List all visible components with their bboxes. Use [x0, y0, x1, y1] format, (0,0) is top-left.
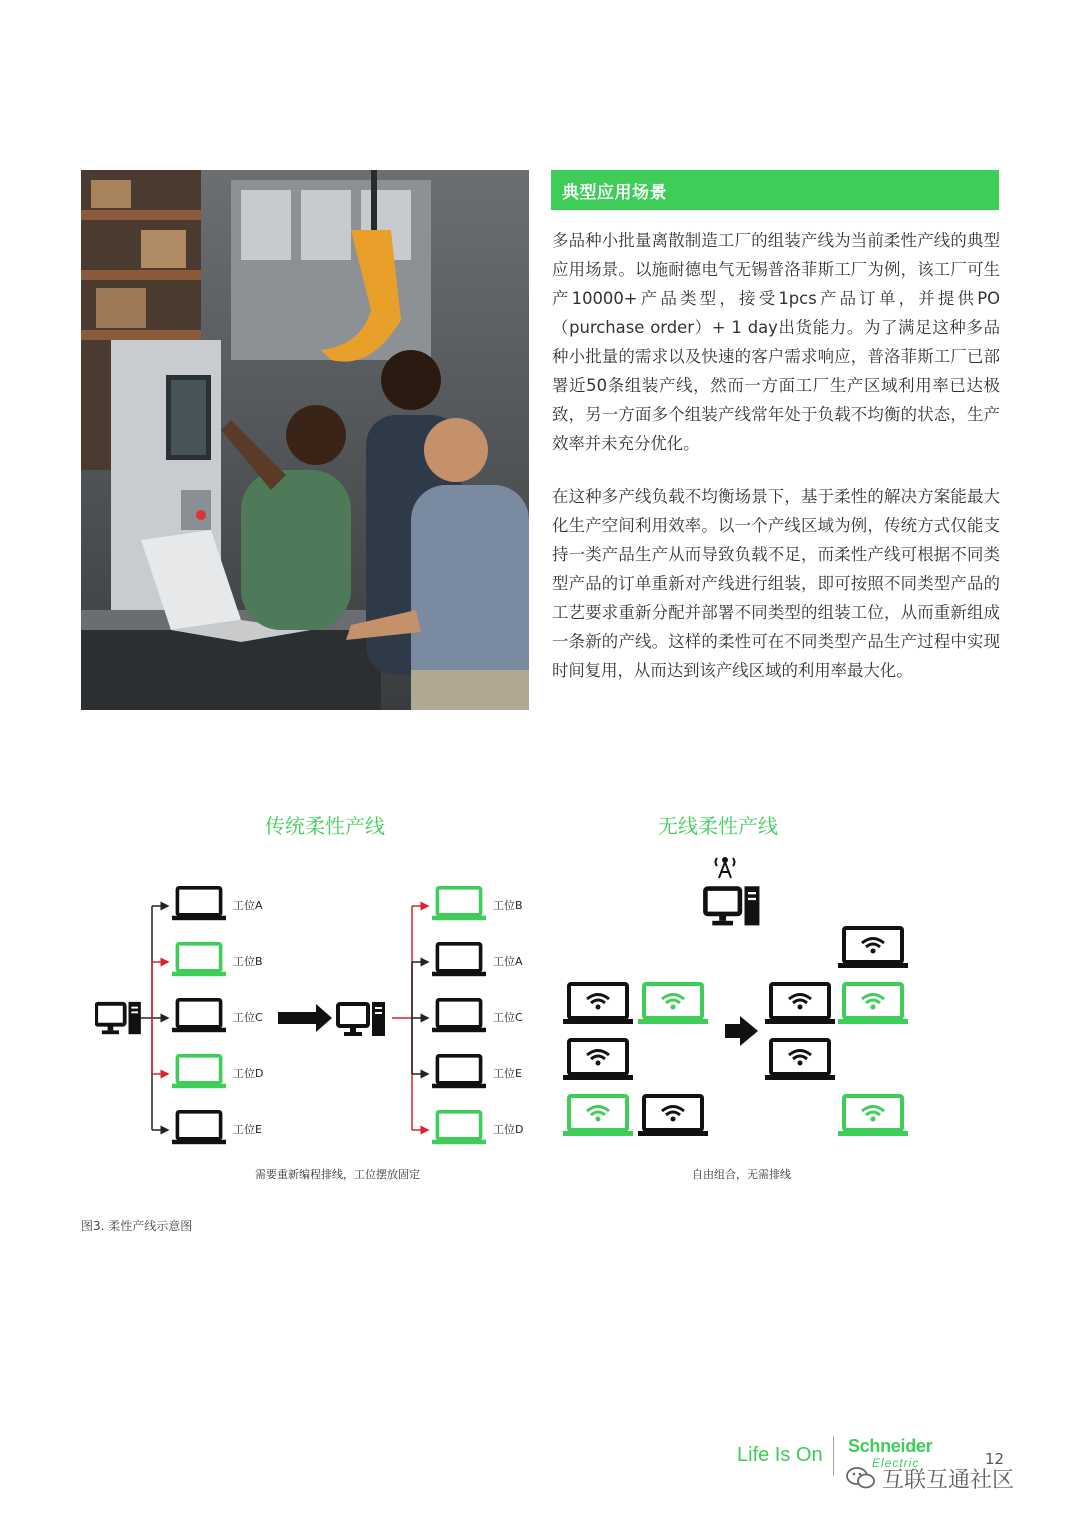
- traditional-before-labels: [233, 899, 263, 1136]
- traditional-before: [96, 888, 226, 1144]
- station-label: 工位B: [233, 955, 263, 968]
- station-label: 工位D: [233, 1067, 264, 1080]
- station-label: 工位B: [493, 899, 523, 912]
- station-label: 工位A: [233, 899, 263, 912]
- brand-name: Schneider: [848, 1436, 933, 1456]
- figure-right-title: 无线柔性产线: [658, 814, 778, 838]
- wechat-icon: [846, 1466, 876, 1490]
- watermark: [846, 1463, 1014, 1493]
- left-diagram-caption: 需要重新编程排线，工位摆放固定: [255, 1168, 420, 1181]
- transition-arrow-right: [725, 1016, 758, 1046]
- page-number: 12: [985, 1450, 1005, 1468]
- station-label: 工位E: [233, 1123, 262, 1136]
- station-label: 工位C: [233, 1011, 263, 1024]
- traditional-after-labels: [493, 899, 523, 1136]
- flexible-line-diagram: [80, 840, 940, 1160]
- section-heading: 典型应用场景: [562, 182, 667, 203]
- transition-arrow-left: [278, 1004, 332, 1032]
- station-label: 工位A: [493, 955, 523, 968]
- watermark-text: 互联互通社区: [882, 1467, 1015, 1493]
- traditional-after: [338, 888, 486, 1144]
- right-diagram-caption: 自由组合，无需排线: [692, 1168, 791, 1181]
- factory-photo: [81, 170, 529, 710]
- antenna-icon: [716, 858, 735, 878]
- section-header: [551, 170, 999, 210]
- station-label: 工位C: [493, 1011, 523, 1024]
- footer-divider: [833, 1436, 834, 1476]
- body-paragraph-1: 多品种小批量离散制造工厂的组装产线为当前柔性产线的典型应用场景。以施耐德电气无锡普洛菲斯工厂为例，该工厂可生产10000+产品类型，接受1pcs产品订单，并提供PO（purchase order）+ 1 day出货能力。为了满足这种多品种小批量的需求以及快速的客户需求响应，普洛菲斯工厂已部署近50条组装产线，然而一方面工厂生产区域利用率已达极致，另一方面多个组装产线常年处于负载不均衡的状态，生产效率并未充分优化。: [552, 231, 1000, 453]
- body-paragraph-2: 在这种多产线负载不均衡场景下，基于柔性的解决方案能最大化生产空间利用效率。以一个产线区域为例，传统方式仅能支持一类产品生产从而导致负载不足，而柔性产线可根据不同类型产品的订单重新对产线进行组装，即可按照不同类型产品的工艺要求重新分配并部署不同类型的组装工位，从而重新组成一条新的产线。这样的柔性可在不同类型产品生产过程中实现时间复用，从而达到该产线区域的利用率最大化。: [552, 487, 1000, 680]
- wireless-line: [563, 858, 908, 1136]
- station-label: 工位E: [493, 1067, 522, 1080]
- figure-caption: 图3. 柔性产线示意图: [81, 1219, 193, 1233]
- brand-sub: Electric: [872, 1456, 920, 1470]
- figure-left-title: 传统柔性产线: [265, 814, 385, 838]
- station-label: 工位D: [493, 1123, 524, 1136]
- life-is-on-slogan: Life Is On: [737, 1444, 823, 1466]
